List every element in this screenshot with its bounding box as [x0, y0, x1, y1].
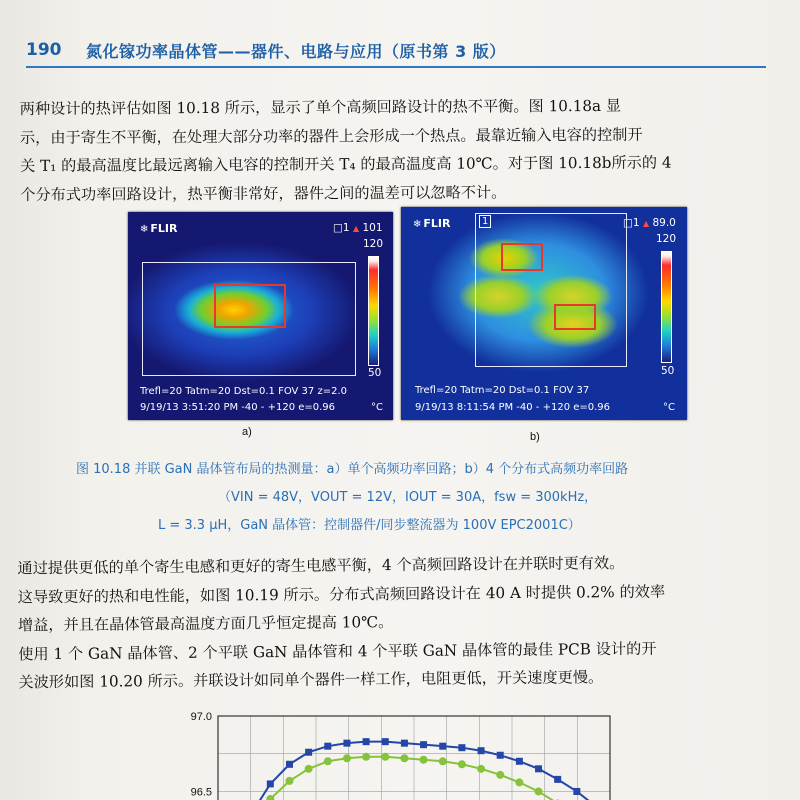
unit-b: °C: [663, 402, 675, 413]
scale-top-b: 120: [656, 233, 677, 245]
colorbar-b: [661, 251, 672, 363]
footer-line2-b: 9/19/13 8:11:54 PM -40 - +120 e=0.96: [415, 402, 611, 413]
running-title: 氮化镓功率晶体管——器件、电路与应用（原书第 3 版）: [86, 42, 506, 61]
scale-top-a: 120: [363, 238, 384, 250]
series-2-marker: [305, 765, 313, 773]
series-1-marker: [305, 749, 312, 756]
series-1-marker: [535, 765, 542, 772]
paragraph-1: [20, 91, 773, 209]
series-2-marker: [535, 787, 543, 795]
series-2-marker: [477, 765, 485, 773]
y-tick-label: 97.0: [190, 711, 212, 723]
series-1-marker: [363, 738, 370, 745]
page-number: 190: [26, 40, 62, 60]
series-2-marker: [439, 757, 447, 765]
corner-number-b: 1: [479, 215, 491, 228]
figure-caption-line-3: L = 3.3 μH，GaN 晶体管：控制器件/同步整流器为 100V EPC2001C）: [158, 518, 581, 533]
efficiency-chart: [170, 702, 630, 800]
indicator-a: □1 ▲ 101: [333, 222, 383, 234]
series-2-marker: [420, 756, 428, 764]
max-temp-a: 101: [362, 222, 383, 234]
triangle-icon: ▲: [352, 224, 360, 233]
panel-a-label: a): [242, 426, 252, 438]
footer-line1-a: Trefl=20 Tatm=20 Dst=0.1 FOV 37 z=2.0: [140, 386, 347, 397]
max-temp-b: 89.0: [652, 217, 676, 229]
series-1-marker: [516, 758, 523, 765]
series-1-marker: [554, 776, 561, 783]
paragraph-1-line-1: 两种设计的热评估如图 10.18 所示，显示了单个高频回路设计的热不平衡。图 10.18a 显: [19, 96, 622, 118]
series-2-marker: [285, 777, 293, 785]
series-1-marker: [324, 743, 331, 750]
series-2-marker: [458, 760, 466, 768]
panel-b-label: b): [530, 431, 540, 443]
indicator-b: □1 ▲ 89.0: [623, 217, 676, 229]
figure-caption-line-2: （VIN = 48V，VOUT = 12V，IOUT = 30A，fsw = 300kHz，: [218, 490, 598, 505]
series-1-marker: [458, 744, 465, 751]
series-1-marker: [573, 788, 580, 795]
hotspot-box-b2: [554, 304, 596, 330]
flir-logo-a: ❄ FLIR: [140, 222, 178, 235]
footer-line2-a: 9/19/13 3:51:20 PM -40 - +120 e=0.96: [140, 402, 336, 413]
series-1-marker: [343, 740, 350, 747]
series-2-marker: [515, 778, 523, 786]
series-1-marker: [497, 752, 504, 759]
series-2-marker: [324, 757, 332, 765]
scale-bottom-b: 50: [661, 365, 675, 377]
hotspot-box-a: [214, 284, 286, 328]
paragraph-2-line-2: 这导致更好的热和电性能，如图 10.19 所示。分布式高频回路设计在 40 A 时提供 0.2% 的效率: [17, 582, 666, 606]
paragraph-1-line-2: 示，由于寄生不平衡，在处理大部分功率的器件上会形成一个热点。最靠近输入电容的控制开: [19, 125, 643, 147]
series-2-marker: [362, 753, 370, 761]
paragraph-2-line-4: 使用 1 个 GaN 晶体管、2 个平联 GaN 晶体管和 4 个平联 GaN 晶体管的最佳 PCB 设计的开: [18, 639, 657, 663]
triangle-icon: ▲: [642, 219, 650, 228]
series-2-marker: [496, 771, 504, 779]
series-2-marker: [343, 754, 351, 762]
paragraph-1-line-3: 关 T₁ 的最高温度比最远离输入电容的控制开关 T₄ 的最高温度高 10℃。对于图 10.18b所示的 4: [20, 153, 672, 175]
series-1-marker: [382, 738, 389, 745]
measurement-box-b: [475, 213, 627, 367]
page-header: [26, 32, 766, 72]
series-1-marker: [478, 747, 485, 754]
paragraph-2-line-1: 通过提供更低的单个寄生电感和更好的寄生电感平衡，4 个高频回路设计在并联时更有效。: [17, 554, 625, 578]
flir-logo-icon: ❄: [140, 224, 149, 235]
series-1-marker: [286, 761, 293, 768]
paragraph-1-line-4: 个分布式功率回路设计，热平衡非常好，器件之间的温差可以忽略不计。: [20, 182, 507, 204]
y-tick-label: 96.5: [190, 786, 212, 799]
colorbar-a: [368, 256, 379, 366]
flir-logo-b: ❄ FLIR: [413, 217, 451, 230]
footer-line1-b: Trefl=20 Tatm=20 Dst=0.1 FOV 37: [415, 385, 590, 396]
header-rule: [26, 66, 766, 68]
thermal-image-b: [401, 207, 687, 420]
paragraph-2-line-3: 增益，并且在晶体管最高温度方面几乎恒定提高 10℃。: [17, 613, 394, 635]
paragraph-2: [17, 548, 780, 697]
series-1-marker: [401, 740, 408, 747]
flir-logo-icon: ❄: [413, 219, 422, 230]
series-1-marker: [420, 741, 427, 748]
series-1-marker: [267, 780, 274, 787]
scale-bottom-a: 50: [368, 367, 382, 379]
series-2-marker: [381, 753, 389, 761]
paragraph-2-line-5: 关波形如图 10.20 所示。并联设计如同单个器件一样工作，电阻更低，开关速度更慢。: [18, 668, 604, 692]
series-2-marker: [400, 754, 408, 762]
thermal-image-a: [128, 212, 393, 420]
figure-caption-line-1: 图 10.18 并联 GaN 晶体管布局的热测量：a）单个高频功率回路；b）4 个分布式高频功率回路: [76, 462, 629, 477]
unit-a: °C: [371, 402, 383, 413]
series-1-marker: [439, 743, 446, 750]
hotspot-box-b1: [501, 243, 543, 271]
